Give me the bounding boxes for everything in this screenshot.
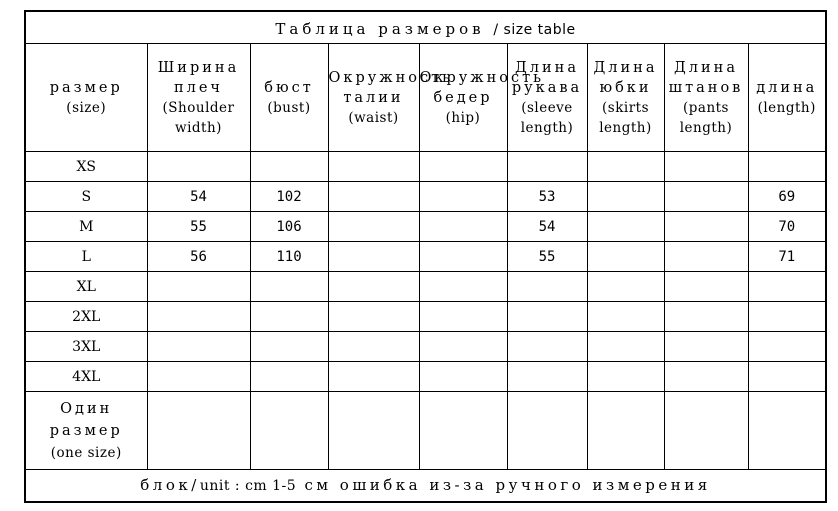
cell-sleeve <box>507 362 587 392</box>
header-shoulder: Ширина плеч (Shoulder width) <box>147 44 250 152</box>
cell-hip <box>419 302 507 332</box>
cell-skirt <box>587 152 664 182</box>
size-label: S <box>26 182 147 212</box>
table-row <box>26 272 825 302</box>
cell-length: 71 <box>748 242 825 272</box>
cell-skirt <box>587 182 664 212</box>
table-cell <box>507 392 587 470</box>
cell-waist <box>328 152 419 182</box>
title-en: / size table <box>493 22 576 38</box>
cell-hip <box>419 362 507 392</box>
cell-length: 69 <box>748 182 825 212</box>
cell-shoulder <box>147 332 250 362</box>
cell-sleeve: 53 <box>507 182 587 212</box>
size-label: 4XL <box>26 362 147 392</box>
cell-bust: 102 <box>250 182 328 212</box>
size-label: L <box>26 242 147 272</box>
cell-pants <box>664 272 748 302</box>
title-ru: Таблица размеров <box>275 20 485 38</box>
cell-skirt <box>587 332 664 362</box>
cell-length <box>748 332 825 362</box>
cell-pants <box>664 362 748 392</box>
cell-hip <box>419 212 507 242</box>
cell-skirt <box>587 212 664 242</box>
cell-hip <box>419 152 507 182</box>
one-size-row <box>26 392 825 470</box>
size-label: XL <box>26 272 147 302</box>
cell-sleeve <box>507 332 587 362</box>
table-cell <box>419 392 507 470</box>
cell-waist <box>328 242 419 272</box>
size-label: 3XL <box>26 332 147 362</box>
cell-hip <box>419 242 507 272</box>
table-row <box>26 152 825 182</box>
cell-shoulder: 55 <box>147 212 250 242</box>
size-label: XS <box>26 152 147 182</box>
cell-shoulder: 56 <box>147 242 250 272</box>
cell-shoulder <box>147 272 250 302</box>
cell-pants <box>664 332 748 362</box>
cell-waist <box>328 332 419 362</box>
cell-shoulder <box>147 362 250 392</box>
header-hip: Окружность бедер (hip) <box>419 44 507 152</box>
cell-pants <box>664 242 748 272</box>
header-bust: бюст (bust) <box>250 44 328 152</box>
size-table-frame <box>24 10 827 503</box>
header-pants: Длина штанов (pants length) <box>664 44 748 152</box>
cell-shoulder <box>147 302 250 332</box>
cell-length: 70 <box>748 212 825 242</box>
cell-bust <box>250 332 328 362</box>
table-row <box>26 302 825 332</box>
cell-hip <box>419 272 507 302</box>
header-row <box>26 44 825 152</box>
table-cell <box>147 392 250 470</box>
cell-bust <box>250 302 328 332</box>
cell-waist <box>328 272 419 302</box>
cell-waist <box>328 182 419 212</box>
table-cell <box>250 392 328 470</box>
cell-waist <box>328 302 419 332</box>
cell-pants <box>664 302 748 332</box>
header-skirt: Длина юбки (skirts length) <box>587 44 664 152</box>
one-size-label: Один размер (one size) <box>26 392 147 470</box>
cell-sleeve: 55 <box>507 242 587 272</box>
cell-waist <box>328 212 419 242</box>
cell-length <box>748 272 825 302</box>
size-table <box>26 44 825 470</box>
cell-sleeve <box>507 152 587 182</box>
cell-hip <box>419 332 507 362</box>
cell-skirt <box>587 302 664 332</box>
size-label: 2XL <box>26 302 147 332</box>
cell-bust: 110 <box>250 242 328 272</box>
size-label: M <box>26 212 147 242</box>
table-cell <box>748 392 825 470</box>
cell-pants <box>664 182 748 212</box>
table-row <box>26 332 825 362</box>
cell-skirt <box>587 362 664 392</box>
cell-length <box>748 302 825 332</box>
header-sleeve: Длина рукава (sleeve length) <box>507 44 587 152</box>
cell-sleeve: 54 <box>507 212 587 242</box>
cell-bust <box>250 362 328 392</box>
cell-skirt <box>587 272 664 302</box>
measurement-note: блок/unit : cm 1-5 см ошибка из-за ручного измерения <box>26 469 825 501</box>
header-length: длина (length) <box>748 44 825 152</box>
table-title <box>26 12 825 44</box>
table-row <box>26 182 825 212</box>
cell-length <box>748 362 825 392</box>
cell-pants <box>664 152 748 182</box>
cell-waist <box>328 362 419 392</box>
table-cell <box>664 392 748 470</box>
cell-sleeve <box>507 272 587 302</box>
header-waist: Окружность талии (waist) <box>328 44 419 152</box>
cell-shoulder: 54 <box>147 182 250 212</box>
cell-length <box>748 152 825 182</box>
header-size: размер (size) <box>26 44 147 152</box>
cell-pants <box>664 212 748 242</box>
cell-sleeve <box>507 302 587 332</box>
table-cell <box>328 392 419 470</box>
table-cell <box>587 392 664 470</box>
cell-skirt <box>587 242 664 272</box>
cell-bust <box>250 272 328 302</box>
cell-hip <box>419 182 507 212</box>
table-row <box>26 212 825 242</box>
table-row <box>26 362 825 392</box>
cell-bust <box>250 152 328 182</box>
cell-bust: 106 <box>250 212 328 242</box>
cell-shoulder <box>147 152 250 182</box>
table-row <box>26 242 825 272</box>
